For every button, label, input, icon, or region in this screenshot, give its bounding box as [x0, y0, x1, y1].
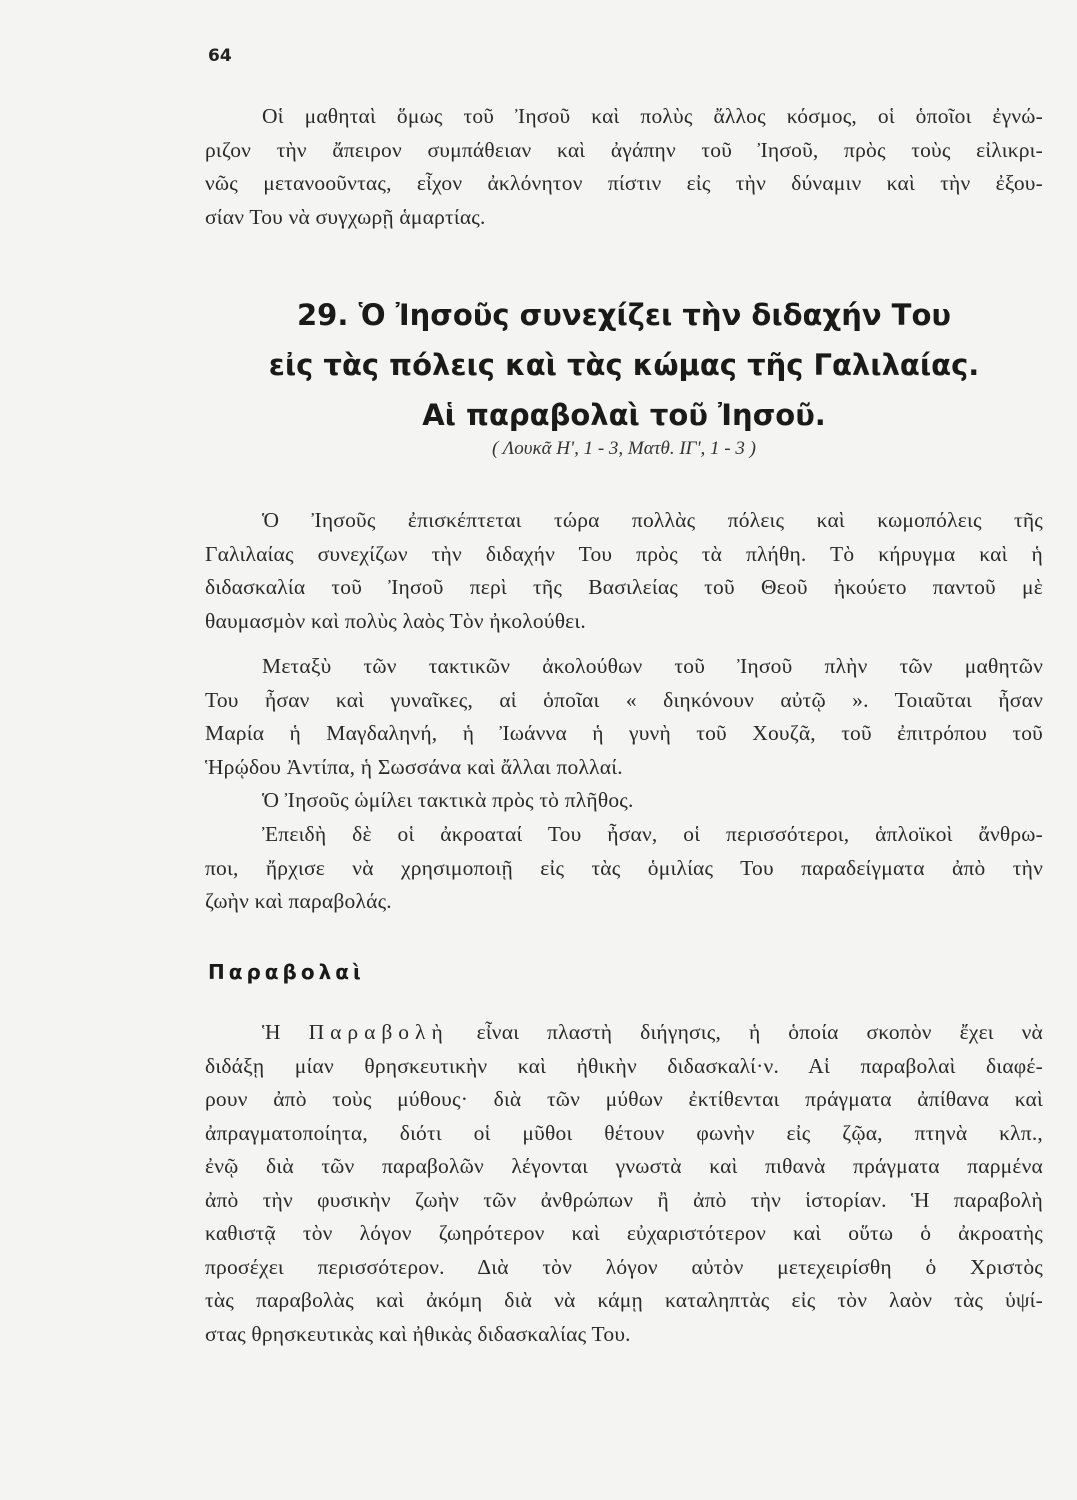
heading-line-2: εἰς τὰς πόλεις καὶ τὰς κώμας τῆς Γαλιλαίας. — [268, 348, 980, 382]
page-number: 64 — [208, 46, 232, 66]
text-line: Γαλιλαίας συνεχίζων τὴν διδαχήν Του πρὸς τὰ πλήθη. Τὸ κήρυγμα καὶ ἡ — [205, 541, 1043, 566]
text-line: ρουν ἀπὸ τοὺς μύθους· διὰ τῶν μύθων ἐκτίθενται πράγματα ἀπίθανα καὶ — [205, 1087, 1043, 1111]
text-line — [205, 1016, 1043, 1050]
text-line: διδασκαλία τοῦ Ἰησοῦ περὶ τῆς Βασιλείας τοῦ Θεοῦ ἠκούετο παντοῦ μὲ — [205, 575, 1043, 599]
paragraph-4 — [205, 818, 1043, 919]
text-line: ἀπὸ τὴν φυσικὴν ζωὴν τῶν ἀνθρώπων ἢ ἀπὸ τὴν ἱστορίαν. Ἡ παραβολὴ — [205, 1187, 1043, 1212]
paragraph-2 — [205, 650, 1043, 784]
text-line: στας θρησκευτικὰς καὶ ἠθικὰς διδασκαλίας Του. — [205, 1321, 631, 1346]
lead-term: Παραβολὴ — [308, 1020, 449, 1044]
heading-line-1: 29. Ὁ Ἰησοῦς συνεχίζει τὴν διδαχήν Του — [297, 298, 951, 332]
scripture-reference: ( Λουκᾶ Η', 1 - 3, Ματθ. ΙΓ', 1 - 3 ) — [492, 438, 756, 459]
heading-line-3: Αἱ παραβολαὶ τοῦ Ἰησοῦ. — [422, 398, 826, 432]
text-line: νῶς μετανοοῦντας, εἶχον ἀκλόνητον πίστιν εἰς τὴν δύναμιν καὶ τὴν ἐξου- — [205, 171, 1043, 195]
text-line: ἀπραγματοποίητα, διότι οἱ μῦθοι θέτουν φωνὴν εἰς ζῷα, πτηνὰ κλπ., — [205, 1120, 1043, 1145]
text-line: διδάξῃ μίαν θρησκευτικὴν καὶ ἠθικὴν διδασκαλί·ν. Αἱ παραβολαὶ διαφέ- — [205, 1053, 1043, 1078]
section-heading — [205, 290, 1043, 440]
subheading: Παραβολαὶ — [208, 960, 365, 984]
text-line: ποι, ἤρχισε νὰ χρησιμοποιῇ εἰς τὰς ὁμιλίας Του παραδείγματα ἀπὸ τὴν — [205, 855, 1043, 880]
text-line: ἐνῷ διὰ τῶν παραβολῶν λέγονται γνωστὰ καὶ πιθανὰ πράγματα παρμένα — [205, 1154, 1043, 1178]
lead-article: Ἡ — [262, 1020, 281, 1044]
paragraph-1 — [205, 504, 1043, 638]
text-line: Μαρία ἡ Μαγδαληνή, ἡ Ἰωάννα ἡ γυνὴ τοῦ Χουζᾶ, τοῦ ἐπιτρόπου τοῦ — [205, 721, 1043, 745]
text-line: θαυμασμὸν καὶ πολὺς λαὸς Τὸν ἠκολούθει. — [205, 608, 586, 633]
text-line: καθιστᾷ τὸν λόγον ζωηρότερον καὶ εὐχαριστότερον καὶ οὕτω ὁ ἀκροατὴς — [205, 1221, 1043, 1245]
text-line: ριζον τὴν ἄπειρον συμπάθειαν καὶ ἀγάπην τοῦ Ἰησοῦ, πρὸς τοὺς εἰλικρι- — [205, 137, 1043, 162]
text-line: Ὁ Ἰησοῦς ἐπισκέπτεται τώρα πολλὰς πόλεις καὶ κωμοπόλεις τῆς — [262, 508, 1043, 532]
text-line: Ἐπειδὴ δὲ οἱ ἀκροαταί Του ἦσαν, οἱ περισσότεροι, ἁπλοϊκοὶ ἄνθρω- — [262, 822, 1043, 846]
text-line: τὰς παραβολὰς καὶ ἀκόμη διὰ νὰ κάμῃ καταληπτὰς εἰς τὸν λαὸν τὰς ὑψί- — [205, 1288, 1043, 1312]
text-fragment: εἶναι πλαστὴ διήγησις, ἡ ὁποία σκοπὸν ἔχει νὰ — [476, 1020, 1044, 1044]
text-line: προσέχει περισσότερον. Διὰ τὸν λόγον αὐτὸν μετεχειρίσθη ὁ Χριστὸς — [205, 1254, 1043, 1279]
text-line: σίαν Του νὰ συγχωρῇ ἁμαρτίας. — [205, 204, 486, 229]
text-line: Του ἦσαν καὶ γυναῖκες, αἱ ὁποῖαι « διηκόνουν αὐτῷ ». Τοιαῦται ἦσαν — [205, 687, 1043, 712]
text-line: Ἡρῴδου Ἀντίπα, ἡ Σωσσάνα καὶ ἄλλαι πολλαί. — [205, 754, 623, 779]
intro-paragraph — [205, 100, 1043, 234]
text-line: Μεταξὺ τῶν τακτικῶν ἀκολούθων τοῦ Ἰησοῦ πλὴν τῶν μαθητῶν — [262, 654, 1043, 678]
paragraph-3 — [205, 784, 1043, 818]
paragraph-5 — [205, 1016, 1043, 1351]
text-line: Οἱ μαθηταὶ ὅμως τοῦ Ἰησοῦ καὶ πολὺς ἄλλος κόσμος, οἱ ὁποῖοι ἐγνώ- — [262, 104, 1043, 128]
text-line: Ὁ Ἰησοῦς ὡμίλει τακτικὰ πρὸς τὸ πλῆθος. — [262, 788, 634, 812]
text-line: ζωὴν καὶ παραβολάς. — [205, 889, 392, 913]
